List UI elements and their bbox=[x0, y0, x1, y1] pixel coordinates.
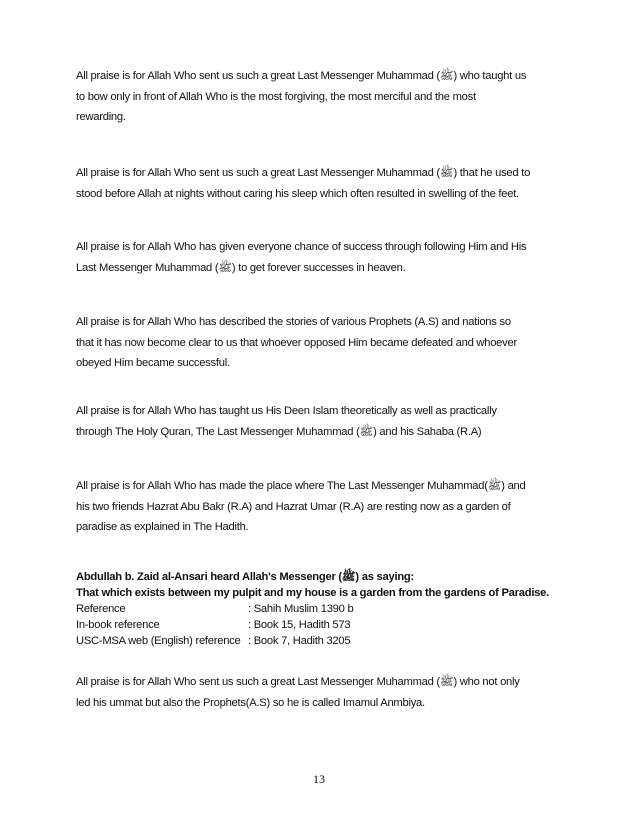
reference-value: : Book 15, Hadith 573 bbox=[248, 619, 351, 631]
paragraph-line: All praise is for Allah Who sent us such a great Last Messenger Muhammad (ﷺ) that he used to bbox=[76, 167, 531, 179]
paragraph-line: stood before Allah at nights without caring his sleep which often resulted in swelling of the feet. bbox=[76, 187, 519, 200]
paragraph-5 bbox=[76, 401, 576, 442]
reference-value: : Sahih Muslim 1390 b bbox=[248, 603, 354, 615]
paragraph-line: Last Messenger Muhammad (ﷺ) to get forever successes in heaven. bbox=[76, 261, 406, 274]
hadith-narrator: Abdullah b. Zaid al-Ansari heard Allah's Messenger (ﷺ) as saying: bbox=[76, 571, 414, 583]
reference-label: In-book reference bbox=[76, 619, 160, 631]
paragraph-line: paradise as explained in The Hadith. bbox=[76, 521, 249, 533]
paragraph-line: All praise is for Allah Who has made the place where The Last Messenger Muhammad(ﷺ) and bbox=[76, 480, 526, 492]
hadith-text: That which exists between my pulpit and my house is a garden from the gardens of Paradise. bbox=[76, 587, 549, 599]
paragraph-6 bbox=[76, 476, 576, 538]
paragraph-line: that it has now become clear to us that whoever opposed Him became defeated and whoever bbox=[76, 336, 517, 349]
reference-row bbox=[76, 601, 353, 617]
hadith-references bbox=[76, 601, 353, 649]
paragraph-line: led his ummat but also the Prophets(A.S) so he is called Imamul Anmbiya. bbox=[76, 696, 425, 709]
paragraph-line: to bow only in front of Allah Who is the most forgiving, the most merciful and the most bbox=[76, 90, 476, 103]
paragraph-4 bbox=[76, 312, 576, 374]
paragraph-line: obeyed Him became successful. bbox=[76, 357, 230, 369]
paragraph-line: his two friends Hazrat Abu Bakr (R.A) and Hazrat Umar (R.A) are resting now as a garden of bbox=[76, 500, 511, 513]
reference-value: : Book 7, Hadith 3205 bbox=[248, 635, 351, 647]
paragraph-line: All praise is for Allah Who has given everyone chance of success through following Him and His bbox=[76, 241, 527, 253]
reference-label: USC-MSA web (English) reference bbox=[76, 635, 241, 647]
paragraph-line: rewarding. bbox=[76, 111, 126, 123]
paragraph-line: All praise is for Allah Who sent us such a great Last Messenger Muhammad (ﷺ) who not only bbox=[76, 676, 520, 688]
paragraph-line: All praise is for Allah Who has described the stories of various Prophets (A.S) and nations so bbox=[76, 316, 511, 328]
page-number: 13 bbox=[313, 772, 325, 786]
paragraph-line: through The Holy Quran, The Last Messenger Muhammad (ﷺ) and his Sahaba (R.A) bbox=[76, 425, 482, 438]
paragraph-line: All praise is for Allah Who has taught us His Deen Islam theoretically as well as practically bbox=[76, 405, 497, 417]
paragraph-2 bbox=[76, 163, 576, 204]
paragraph-3 bbox=[76, 237, 576, 278]
reference-label: Reference bbox=[76, 603, 126, 615]
reference-row bbox=[76, 617, 353, 633]
reference-row bbox=[76, 633, 353, 649]
closing-paragraph bbox=[76, 672, 576, 713]
paragraph-1 bbox=[76, 66, 576, 128]
hadith-heading bbox=[76, 569, 596, 601]
paragraph-line: All praise is for Allah Who sent us such a great Last Messenger Muhammad (ﷺ) who taught us bbox=[76, 70, 527, 82]
